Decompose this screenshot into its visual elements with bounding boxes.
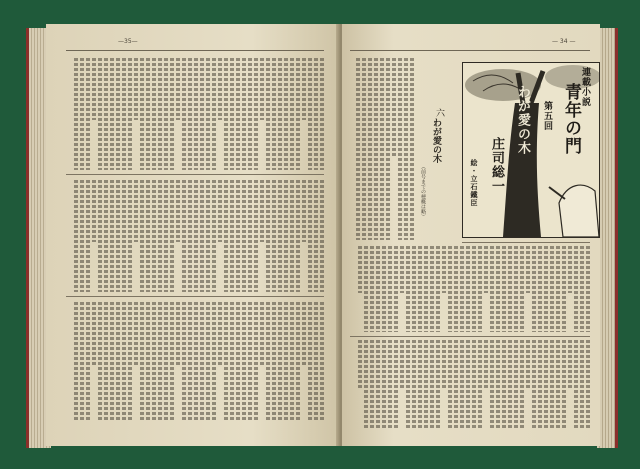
text-column xyxy=(236,302,240,420)
text-column xyxy=(284,180,288,292)
text-column xyxy=(308,58,312,170)
open-book xyxy=(26,20,618,450)
text-column xyxy=(388,246,392,332)
text-column xyxy=(508,246,512,332)
text-column xyxy=(194,58,198,170)
text-column xyxy=(478,340,482,430)
text-column xyxy=(122,58,126,170)
text-column xyxy=(302,58,306,120)
text-column xyxy=(92,58,96,120)
text-column xyxy=(320,180,324,292)
text-column xyxy=(398,58,402,240)
text-column xyxy=(116,180,120,292)
text-column xyxy=(502,340,506,430)
text-column xyxy=(242,180,246,292)
text-column xyxy=(484,340,488,390)
text-column xyxy=(406,340,410,430)
text-column xyxy=(290,180,294,292)
text-column xyxy=(128,302,132,420)
text-column xyxy=(424,340,428,430)
text-column xyxy=(128,58,132,170)
text-column xyxy=(382,246,386,332)
text-column xyxy=(574,246,578,332)
text-column xyxy=(532,246,536,332)
text-column xyxy=(442,340,446,390)
text-column xyxy=(194,302,198,420)
text-column xyxy=(158,302,162,420)
text-column xyxy=(140,58,144,170)
text-column xyxy=(358,246,362,293)
text-column xyxy=(80,58,84,170)
text-column xyxy=(436,340,440,430)
text-column xyxy=(200,180,204,292)
text-column xyxy=(110,180,114,292)
text-column xyxy=(272,180,276,292)
text-column xyxy=(302,180,306,242)
text-column xyxy=(242,58,246,170)
text-column xyxy=(400,340,404,390)
text-column xyxy=(296,58,300,170)
text-column xyxy=(394,340,398,430)
text-column xyxy=(164,180,168,292)
text-column xyxy=(164,302,168,420)
text-column xyxy=(170,58,174,170)
left-band-rule-1 xyxy=(66,174,324,175)
text-column xyxy=(128,180,132,292)
text-column xyxy=(568,340,572,390)
text-column xyxy=(496,340,500,430)
text-column xyxy=(394,246,398,332)
text-column xyxy=(296,180,300,292)
text-column xyxy=(266,302,270,420)
text-column xyxy=(152,180,156,292)
text-column xyxy=(74,302,78,420)
text-column xyxy=(254,58,258,170)
text-column xyxy=(490,246,494,332)
text-column xyxy=(574,340,578,430)
text-column xyxy=(134,302,138,367)
left-band-rule-2 xyxy=(66,296,324,297)
text-column xyxy=(356,58,360,240)
text-column xyxy=(314,180,318,292)
text-column xyxy=(520,340,524,430)
text-column xyxy=(224,180,228,292)
text-column xyxy=(392,58,396,158)
text-column xyxy=(140,302,144,420)
text-column xyxy=(308,180,312,292)
text-column xyxy=(580,246,584,332)
text-column xyxy=(586,340,590,430)
text-column xyxy=(92,180,96,242)
text-column xyxy=(406,246,410,332)
text-column xyxy=(236,58,240,170)
text-column xyxy=(370,340,374,430)
text-column xyxy=(152,302,156,420)
text-column xyxy=(122,180,126,292)
text-column xyxy=(164,58,168,170)
text-column xyxy=(266,58,270,170)
text-column xyxy=(122,302,126,420)
right-text-band-2 xyxy=(352,246,590,332)
text-column xyxy=(514,246,518,332)
text-column xyxy=(418,340,422,430)
text-column xyxy=(448,340,452,430)
text-column xyxy=(188,180,192,292)
text-column xyxy=(188,58,192,170)
text-column xyxy=(170,302,174,420)
text-column xyxy=(370,246,374,332)
text-column xyxy=(182,180,186,292)
text-column xyxy=(472,340,476,430)
text-column xyxy=(466,246,470,332)
chapter-number: 六 xyxy=(436,109,446,119)
text-column xyxy=(212,180,216,292)
left-header-rule xyxy=(66,50,324,51)
text-column xyxy=(86,180,90,292)
text-column xyxy=(454,246,458,332)
text-column xyxy=(92,302,96,367)
text-column xyxy=(314,302,318,420)
right-band-rule-2 xyxy=(350,336,590,337)
text-column xyxy=(562,246,566,332)
text-column xyxy=(404,58,408,240)
text-column xyxy=(230,58,234,170)
text-column xyxy=(260,180,264,242)
right-page-edges xyxy=(597,28,618,448)
text-column xyxy=(320,302,324,420)
text-column xyxy=(460,246,464,332)
text-column xyxy=(562,340,566,430)
text-column xyxy=(514,340,518,430)
text-column xyxy=(526,246,530,293)
text-column xyxy=(188,302,192,420)
text-column xyxy=(430,246,434,332)
text-column xyxy=(200,302,204,420)
text-column xyxy=(170,180,174,292)
text-column xyxy=(86,58,90,170)
text-column xyxy=(206,58,210,170)
text-column xyxy=(272,302,276,420)
text-column xyxy=(388,340,392,430)
text-column xyxy=(290,58,294,170)
text-column xyxy=(568,246,572,293)
text-column xyxy=(194,180,198,292)
text-column xyxy=(236,180,240,292)
text-column xyxy=(254,180,258,292)
chapter-subtitle: （前号までの梗概は略） xyxy=(420,164,426,219)
text-column xyxy=(98,58,102,170)
text-column xyxy=(260,58,264,120)
text-column xyxy=(410,58,414,240)
text-column xyxy=(278,58,282,170)
left-text-band-2 xyxy=(68,180,324,292)
text-column xyxy=(520,246,524,332)
text-column xyxy=(532,340,536,430)
text-column xyxy=(224,58,228,170)
text-column xyxy=(466,340,470,430)
text-column xyxy=(146,180,150,292)
text-column xyxy=(550,340,554,430)
text-column xyxy=(544,340,548,430)
text-column xyxy=(116,58,120,170)
text-column xyxy=(460,340,464,430)
text-column xyxy=(248,58,252,170)
text-column xyxy=(290,302,294,420)
right-text-band-top xyxy=(352,58,414,240)
text-column xyxy=(424,246,428,332)
text-column xyxy=(320,58,324,170)
text-column xyxy=(412,340,416,430)
text-column xyxy=(218,180,222,242)
text-column xyxy=(508,340,512,430)
text-column xyxy=(230,302,234,420)
text-column xyxy=(74,58,78,170)
novel-title: 青年の門 xyxy=(561,83,581,155)
left-text-band-1 xyxy=(68,58,324,170)
text-column xyxy=(544,246,548,332)
text-column xyxy=(478,246,482,332)
text-column xyxy=(376,246,380,332)
text-column xyxy=(200,58,204,170)
author-name: 庄司総一 xyxy=(489,137,504,193)
text-column xyxy=(176,302,180,367)
text-column xyxy=(98,180,102,292)
text-column xyxy=(248,180,252,292)
text-column xyxy=(362,58,366,240)
text-column xyxy=(430,340,434,430)
text-column xyxy=(158,58,162,170)
text-column xyxy=(358,340,362,390)
text-column xyxy=(556,340,560,430)
text-column xyxy=(550,246,554,332)
text-column xyxy=(526,340,530,390)
text-column xyxy=(502,246,506,332)
left-page xyxy=(46,24,340,446)
text-column xyxy=(442,246,446,293)
text-column xyxy=(104,302,108,420)
text-column xyxy=(412,246,416,332)
right-band-rule-1 xyxy=(462,242,590,243)
text-column xyxy=(314,58,318,170)
text-column xyxy=(212,302,216,420)
text-column xyxy=(278,302,282,420)
text-column xyxy=(272,58,276,170)
text-column xyxy=(374,58,378,240)
text-column xyxy=(242,302,246,420)
text-column xyxy=(364,340,368,430)
text-column xyxy=(206,302,210,420)
text-column xyxy=(182,302,186,420)
text-column xyxy=(176,180,180,242)
text-column xyxy=(538,340,542,430)
right-page-number: — 34 — xyxy=(552,38,576,45)
text-column xyxy=(380,58,384,240)
text-column xyxy=(134,58,138,120)
text-column xyxy=(266,180,270,292)
text-column xyxy=(296,302,300,420)
text-column xyxy=(284,58,288,170)
text-column xyxy=(260,302,264,367)
text-column xyxy=(254,302,258,420)
text-column xyxy=(116,302,120,420)
right-text-band-3 xyxy=(352,340,590,430)
text-column xyxy=(448,246,452,332)
installment-label: 第五回 xyxy=(542,101,552,131)
text-column xyxy=(158,180,162,292)
text-column xyxy=(218,58,222,120)
series-label: 連載小説 xyxy=(580,67,590,107)
text-column xyxy=(182,58,186,170)
chapter-title: わが愛の木 xyxy=(431,118,441,163)
text-column xyxy=(218,302,222,367)
text-column xyxy=(284,302,288,420)
text-column xyxy=(248,302,252,420)
title-illustration xyxy=(462,62,600,238)
text-column xyxy=(212,58,216,170)
illustrator-credit: 絵・立石鐵臣 xyxy=(470,159,479,207)
illustration-chapter-name: わが愛の木 xyxy=(515,85,530,155)
text-column xyxy=(472,246,476,332)
text-column xyxy=(382,340,386,430)
text-column xyxy=(104,180,108,292)
text-column xyxy=(302,302,306,367)
text-column xyxy=(224,302,228,420)
text-column xyxy=(140,180,144,292)
left-text-band-3 xyxy=(68,302,324,420)
text-column xyxy=(80,180,84,292)
text-column xyxy=(230,180,234,292)
right-header-rule xyxy=(350,50,590,51)
text-column xyxy=(278,180,282,292)
text-column xyxy=(152,58,156,170)
text-column xyxy=(376,340,380,430)
text-column xyxy=(80,302,84,420)
text-column xyxy=(418,246,422,332)
text-column xyxy=(134,180,138,242)
text-column xyxy=(484,246,488,293)
text-column xyxy=(454,340,458,430)
text-column xyxy=(400,246,404,293)
text-column xyxy=(110,58,114,170)
text-column xyxy=(436,246,440,332)
text-column xyxy=(308,302,312,420)
text-column xyxy=(146,58,150,170)
text-column xyxy=(496,246,500,332)
text-column xyxy=(538,246,542,332)
left-page-number: —35— xyxy=(118,38,138,45)
text-column xyxy=(98,302,102,420)
text-column xyxy=(206,180,210,292)
right-page xyxy=(342,24,600,446)
text-column xyxy=(110,302,114,420)
text-column xyxy=(176,58,180,120)
text-column xyxy=(490,340,494,430)
text-column xyxy=(368,58,372,240)
text-column xyxy=(74,180,78,292)
text-column xyxy=(556,246,560,332)
text-column xyxy=(86,302,90,420)
text-column xyxy=(386,58,390,240)
text-column xyxy=(146,302,150,420)
text-column xyxy=(364,246,368,332)
text-column xyxy=(586,246,590,332)
text-column xyxy=(104,58,108,170)
text-column xyxy=(580,340,584,430)
